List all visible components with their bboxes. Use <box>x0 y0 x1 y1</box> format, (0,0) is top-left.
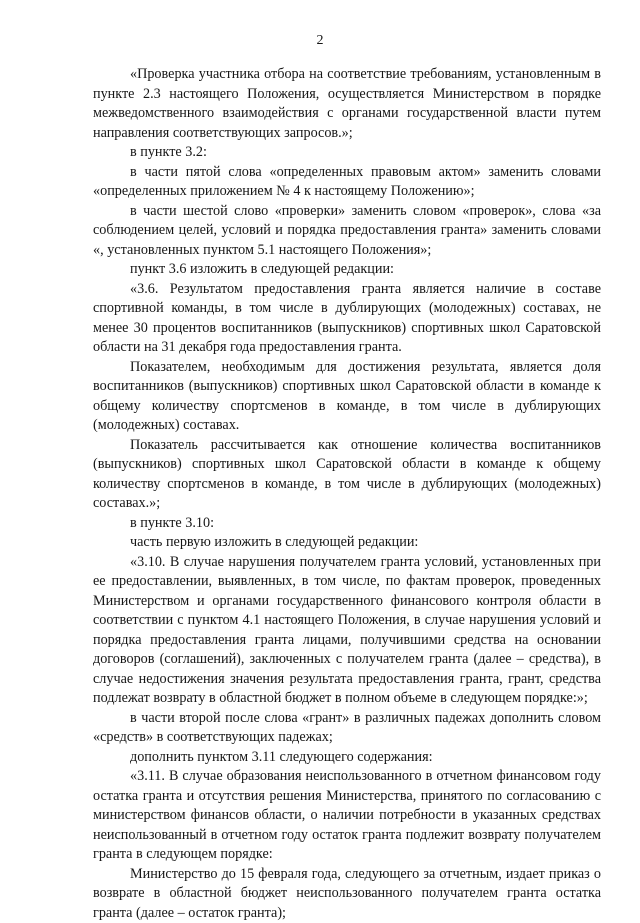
paragraph: в части шестой слово «проверки» заменить словом «проверок», слова «за соблюдением целей, условий и порядка предоставления гранта» заменить словами «, установленных пунктом 5.1 настоящего Положения»; <box>93 202 601 261</box>
page-number: 2 <box>0 33 640 49</box>
paragraph: «3.11. В случае образования неиспользованного в отчетном финансовом году остатка гранта и отсутствия решения Министерства, принятого по согласованию с министерством финансов области, о наличии потребности в указанных средствах неиспользованный в отчетном году остаток гранта подлежит возврату получателем гранта в следующем порядке: <box>93 767 601 865</box>
paragraph: дополнить пунктом 3.11 следующего содержания: <box>93 748 601 768</box>
paragraph: пункт 3.6 изложить в следующей редакции: <box>93 260 601 280</box>
paragraph: часть первую изложить в следующей редакции: <box>93 533 601 553</box>
paragraph: в пункте 3.2: <box>93 143 601 163</box>
paragraph: «3.10. В случае нарушения получателем гранта условий, установленных при ее предоставлении, выявленных, в том числе, по фактам проверок, проведенных Министерством и органами государственного финансового контроля области в соответствии с пунктом 4.1 настоящего Положения, в случае нарушения условий и порядка предоставления гранта лицами, получившими средства на основании договоров (соглашений), заключенных с получателем гранта (далее – средства), в случае недостижения значения результата предоставления гранта, грант, средства подлежат возврату в областной бюджет в полном объеме в следующем порядке:»; <box>93 553 601 709</box>
paragraph: в части второй после слова «грант» в различных падежах дополнить словом «средств» в соответствующих падежах; <box>93 709 601 748</box>
paragraph: Показателем, необходимым для достижения результата, является доля воспитанников (выпускников) спортивных школ Саратовской области в команде к общему количеству спортсменов в команде, в том числе в дублирующих (молодежных) составах. <box>93 358 601 436</box>
paragraph: в части пятой слова «определенных правовым актом» заменить словами «определенных приложением № 4 к настоящему Положению»; <box>93 163 601 202</box>
paragraph: в пункте 3.10: <box>93 514 601 534</box>
paragraph: Министерство до 15 февраля года, следующего за отчетным, издает приказ о возврате в областной бюджет неиспользованного получателем гранта остатка гранта (далее – остаток гранта); <box>93 865 601 923</box>
paragraph: Показатель рассчитывается как отношение количества воспитанников (выпускников) спортивных школ Саратовской области в команде к общему количеству спортсменов в команде, в том числе в дублирующих (молодежных) составах.»; <box>93 436 601 514</box>
paragraph: «3.6. Результатом предоставления гранта является наличие в составе спортивной команды, в том числе в дублирующих (молодежных) составах, не менее 30 процентов воспитанников (выпускников) спортивных школ Саратовской области на 31 декабря года предоставления гранта. <box>93 280 601 358</box>
paragraph: «Проверка участника отбора на соответствие требованиям, установленным в пункте 2.3 настоящего Положения, осуществляется Министерством в порядке межведомственного взаимодействия с органами государственной власти путем направления соответствующих запросов.»; <box>93 65 601 143</box>
document-body <box>93 65 601 923</box>
